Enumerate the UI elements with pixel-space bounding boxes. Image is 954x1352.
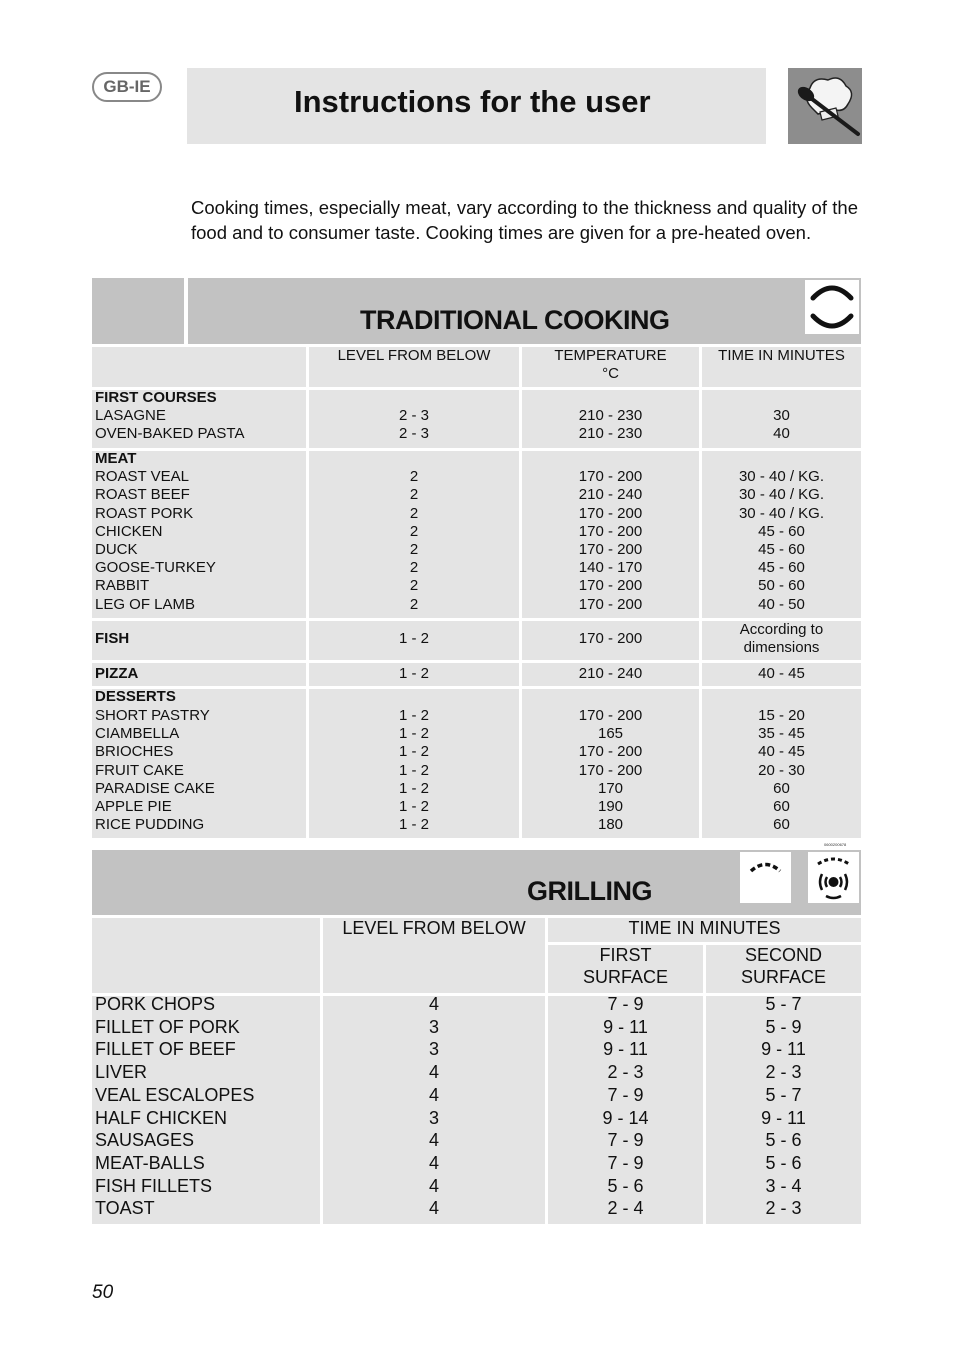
time-value: 40 - 45 [758,665,805,682]
trad-col-time-header: TIME IN MINUTES [718,347,845,364]
food-name: SHORT PASTRY [95,707,210,724]
temp-value: 210 - 230 [578,407,643,424]
grill-col-level-header: LEVEL FROM BELOW [342,918,526,938]
grill-level-value: 4 [428,1152,439,1173]
language-badge: GB-IE [92,72,162,102]
temp-value: 170 - 200 [578,761,643,779]
temp-value: 170 - 200 [578,468,643,486]
grill-food-name: MEAT-BALLS [95,1152,205,1173]
grill-level-value: 4 [428,1198,439,1219]
group-label-fish: FISH [95,630,130,647]
food-name: ROAST BEEF [95,486,190,504]
temp-value: 170 - 200 [578,522,643,540]
food-name: LEG OF LAMB [95,595,196,613]
grill-level-value: 3 [428,1016,439,1037]
document-code: 0600200678 [824,842,847,847]
temp-value: 170 - 200 [578,743,643,761]
temp-value: 170 [597,779,624,797]
grill-level-value: 3 [428,1107,439,1128]
trad-header-left-cell [92,278,184,344]
temp-value: 210 - 240 [578,665,643,682]
grill-level-value: 4 [428,1175,439,1196]
group-label-desserts: DESSERTS [95,688,176,705]
grill-second-surface-value: 5 - 7 [765,994,802,1014]
grill-first-surface-value: 9 - 11 [603,1039,648,1060]
group-label-first-courses: FIRST COURSES [95,389,217,406]
grill-second-surface-value: 9 - 11 [761,1039,806,1060]
food-name: PARADISE CAKE [95,779,215,797]
grill-second-surface-value: 5 - 9 [765,1016,802,1037]
grill-food-name: FILLET OF PORK [95,1016,240,1037]
temp-value: 170 - 200 [578,707,643,724]
time-value: 40 - 45 [758,743,805,761]
temp-value: 165 [597,725,624,743]
level-value: 1 - 2 [398,725,429,743]
grill-first-surface-value: 2 - 3 [607,1062,644,1083]
trad-col-temp-header: TEMPERATURE [554,347,667,364]
food-name: RICE PUDDING [95,816,205,834]
grill-level-value: 3 [428,1039,439,1060]
temp-value: 180 [597,816,624,834]
level-value: 2 [409,486,419,504]
grill-hdr-food-cell [92,918,320,993]
time-value: 45 - 60 [758,522,805,540]
temp-value: 170 - 200 [578,595,643,613]
temp-value: 190 [597,798,624,815]
time-value: 45 - 60 [758,541,805,558]
grill-second-surface-value: 3 - 4 [765,1175,802,1196]
food-name: OVEN-BAKED PASTA [95,425,245,442]
level-value: 2 [409,468,419,486]
temp-value: 140 - 170 [578,559,643,577]
page-number: 50 [92,1282,114,1303]
food-name: CIAMBELLA [95,725,180,743]
grill-col-second-surface-header: SECOND SURFACE [740,945,827,987]
grill-level-value: 4 [428,1130,439,1151]
level-value: 2 [409,559,419,577]
grill-food-name: LIVER [95,1062,148,1083]
grill-food-name: TOAST [95,1198,155,1219]
time-value: 30 - 40 / KG. [738,504,825,522]
fan-grill-icon [808,852,859,903]
food-name: RABBIT [95,577,150,595]
level-value: 2 - 3 [398,407,429,424]
time-value: 40 - 50 [758,595,805,613]
time-value: 30 [773,407,790,424]
grill-food-name: PORK CHOPS [95,994,216,1014]
temp-value: 170 - 200 [578,541,643,558]
temp-value: 170 - 200 [578,504,643,522]
grill-food-name: FISH FILLETS [95,1175,213,1196]
level-value: 2 [409,595,419,613]
time-value: 15 - 20 [758,707,805,724]
grill-col-time-header: TIME IN MINUTES [628,918,781,938]
time-value: According to dimensions [739,621,824,657]
grill-first-surface-value: 7 - 9 [607,1152,644,1173]
grill-second-surface-value: 5 - 7 [765,1084,802,1105]
grill-second-surface-value: 9 - 11 [761,1107,806,1128]
level-value: 1 - 2 [398,707,429,724]
grill-level-value: 4 [428,1062,439,1083]
level-value: 1 - 2 [398,665,429,682]
grill-food-name: VEAL ESCALOPES [95,1084,255,1105]
food-name: CHICKEN [95,522,163,540]
grill-first-surface-value: 9 - 14 [602,1107,649,1128]
traditional-oven-icon [805,280,859,334]
grill-level-value: 4 [428,994,439,1014]
time-value: 50 - 60 [758,577,805,595]
level-value: 1 - 2 [398,761,429,779]
trad-col-temp-unit: °C [602,365,619,382]
level-value: 2 [409,541,419,558]
trad-hdr-food-cell [92,347,306,387]
group-label-pizza: PIZZA [95,665,139,682]
food-name: APPLE PIE [95,798,172,815]
time-value: 30 - 40 / KG. [738,486,825,504]
grill-first-surface-value: 7 - 9 [607,1130,644,1151]
grill-first-surface-value: 7 - 9 [607,994,644,1014]
food-name: ROAST VEAL [95,468,189,486]
temp-value: 170 - 200 [578,630,643,647]
level-value: 2 [409,522,419,540]
time-value: 60 [773,798,790,815]
level-value: 2 [409,504,419,522]
grill-second-surface-value: 2 - 3 [765,1198,802,1219]
spoon-chef-hat-icon [788,68,862,144]
grill-col-first-surface-header: FIRST SURFACE [582,945,669,987]
level-value: 1 - 2 [398,630,429,647]
grill-element-icon [740,852,791,903]
temp-value: 170 - 200 [578,577,643,595]
food-name: BRIOCHES [95,743,174,761]
time-value: 45 - 60 [758,559,805,577]
level-value: 1 - 2 [398,779,429,797]
food-name: FRUIT CAKE [95,761,184,779]
grill-second-surface-value: 2 - 3 [765,1062,802,1083]
time-value: 40 [773,425,790,442]
grill-second-surface-value: 5 - 6 [765,1130,802,1151]
grill-food-name: SAUSAGES [95,1130,195,1151]
level-value: 2 - 3 [398,425,429,442]
food-name: GOOSE-TURKEY [95,559,216,577]
grill-first-surface-value: 2 - 4 [607,1198,644,1219]
food-name: DUCK [95,541,138,558]
time-value: 60 [773,816,790,834]
grilling-title: GRILLING [527,876,652,906]
food-name: ROAST PORK [95,504,194,522]
group-label-meat: MEAT [95,450,137,467]
grill-food-name: HALF CHICKEN [95,1107,228,1128]
grill-level-value: 4 [428,1084,439,1105]
grill-second-surface-value: 5 - 6 [765,1152,802,1173]
trad-col-level-header: LEVEL FROM BELOW [337,347,491,364]
time-value: 35 - 45 [758,725,805,743]
grill-first-surface-value: 7 - 9 [607,1084,644,1105]
grill-first-surface-value: 5 - 6 [607,1175,644,1196]
time-value: 30 - 40 / KG. [738,468,825,486]
time-value: 60 [773,779,790,797]
traditional-cooking-title: TRADITIONAL COOKING [360,305,670,335]
time-value: 20 - 30 [758,761,805,779]
level-value: 2 [409,577,419,595]
level-value: 1 - 2 [398,743,429,761]
level-value: 1 - 2 [398,798,429,815]
food-name: LASAGNE [95,407,166,424]
grill-first-surface-value: 9 - 11 [603,1016,648,1037]
intro-paragraph: Cooking times, especially meat, vary according to the thickness and quality of the food and to consumer taste. Cooking times are given for a pre-heated oven. [191,197,858,243]
level-value: 1 - 2 [398,816,429,834]
temp-value: 210 - 240 [578,486,643,504]
temp-value: 210 - 230 [578,425,643,442]
page-title: Instructions for the user [294,84,651,119]
grill-food-name: FILLET OF BEEF [95,1039,236,1060]
